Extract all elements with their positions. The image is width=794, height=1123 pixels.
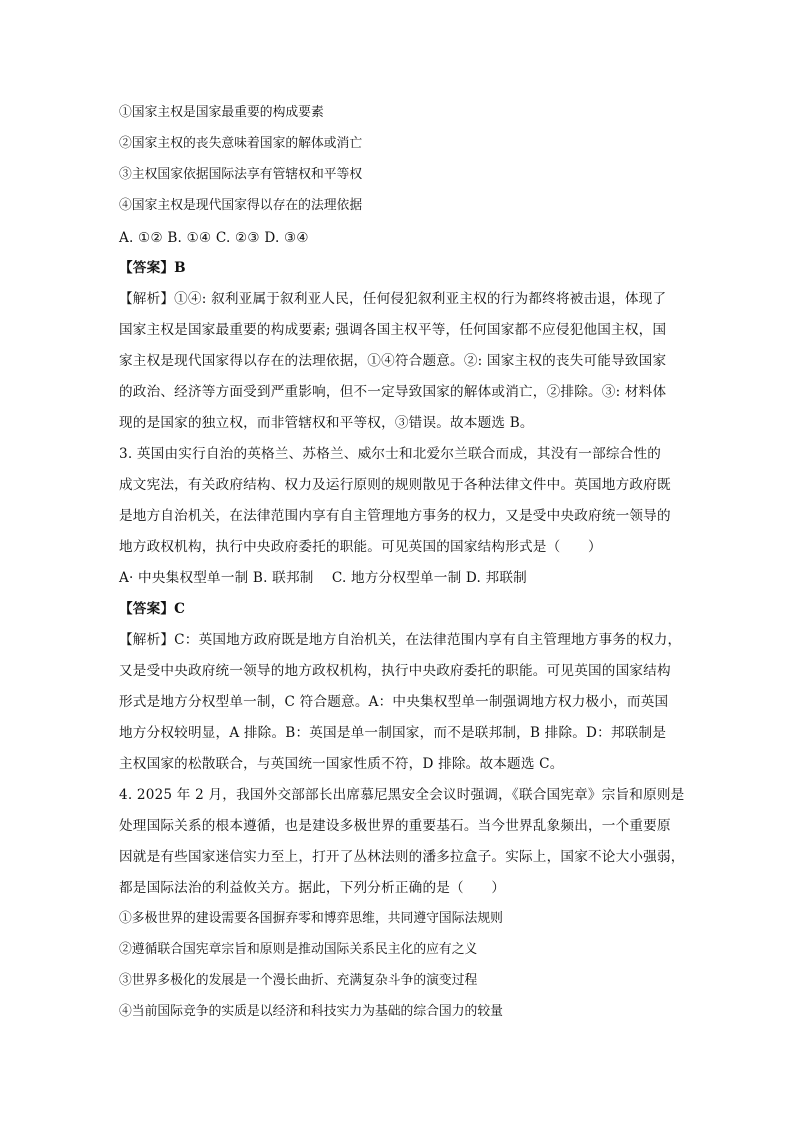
analysis-q3-line5: 主权国家的松散联合，与英国统一国家性质不符，D 排除。故本题选 C。: [119, 756, 564, 772]
question-3-line2: 成文宪法，有关政府结构、权力及运行原则的规则散见于各种法律文件中。英国地方政府既: [119, 477, 671, 493]
analysis-q2-line5: 现的是国家的独立权，而非管辖权和平等权，③错误。故本题选 B。: [119, 415, 534, 431]
analysis-q3-line2: 又是受中央政府统一领导的地方政权机构，执行中央政府委托的职能。可见英国的国家结构: [119, 663, 671, 679]
question-4-line4: 都是国际法治的利益攸关方。据此，下列分析正确的是（ ）: [119, 880, 506, 896]
option-q4-1: ①多极世界的建设需要各国摒弃零和博弈思维，共同遵守国际法规则: [119, 911, 503, 926]
answer-q3: 【答案】C: [119, 601, 186, 617]
question-4-line1: 4. 2025 年 2 月，我国外交部部长出席慕尼黑安全会议时强调，《联合国宪章》宗旨和原则是: [119, 787, 685, 803]
option-q4-2: ②遵循联合国宪章宗旨和原则是推动国际关系民主化的应有之义: [119, 942, 478, 957]
choices-q2: A. ①② B. ①④ C. ②③ D. ③④: [119, 230, 309, 246]
analysis-q2-line2: 国家主权是国家最重要的构成要素; 强调各国主权平等，任何国家都不应侵犯他国主权，国: [119, 322, 667, 338]
question-3-line4: 地方政权机构，执行中央政府委托的职能。可见英国的国家结构形式是（ ）: [119, 539, 602, 555]
analysis-q3-line4: 地方分权较明显，A 排除。B：英国是单一制国家，而不是联邦制，B 排除。D：邦联制是: [119, 725, 667, 741]
question-4-line2: 处理国际关系的根本遵循，也是建设多极世界的重要基石。当今世界乱象频出，一个重要原: [119, 818, 671, 834]
option-4: ④国家主权是现代国家得以存在的法理依据: [119, 198, 363, 213]
analysis-q2-line4: 的政治、经济等方面受到严重影响，但不一定导致国家的解体或消亡，②排除。③: 材料体: [119, 384, 667, 400]
question-3-line1: 3. 英国由实行自治的英格兰、苏格兰、威尔士和北爱尔兰联合而成，其没有一部综合性的: [119, 446, 662, 462]
analysis-q3-line3: 形式是地方分权型单一制，C 符合题意。A：中央集权型单一制强调地方权力极小，而英国: [119, 694, 669, 710]
analysis-q2-line3: 家主权是现代国家得以存在的法理依据，①④符合题意。②: 国家主权的丧失可能导致国家: [119, 353, 667, 369]
option-2: ②国家主权的丧失意味着国家的解体或消亡: [119, 136, 363, 151]
analysis-q3-line1: 【解析】C：英国地方政府既是地方自治机关，在法律范围内享有自主管理地方事务的权力，: [119, 632, 682, 648]
question-4-line3: 因就是有些国家迷信实力至上，打开了丛林法则的潘多拉盒子。实际上，国家不论大小强弱，: [119, 849, 685, 865]
choices-q3: A· 中央集权型单一制 B. 联邦制 C. 地方分权型单一制 D. 邦联制: [119, 570, 527, 586]
option-q4-4: ④当前国际竞争的实质是以经济和科技实力为基础的综合国力的较量: [119, 1004, 503, 1019]
option-q4-3: ③世界多极化的发展是一个漫长曲折、充满复杂斗争的演变过程: [119, 973, 478, 988]
option-3: ③主权国家依据国际法享有管辖权和平等权: [119, 167, 363, 182]
analysis-q2-line1: 【解析】①④: 叙利亚属于叙利亚人民，任何侵犯叙利亚主权的行为都终将被击退，体现了: [119, 291, 667, 307]
question-3-line3: 是地方自治机关，在法律范围内享有自主管理地方事务的权力，又是受中央政府统一领导的: [119, 508, 671, 524]
answer-q2: 【答案】B: [119, 260, 186, 276]
option-1: ①国家主权是国家最重要的构成要素: [119, 105, 324, 120]
